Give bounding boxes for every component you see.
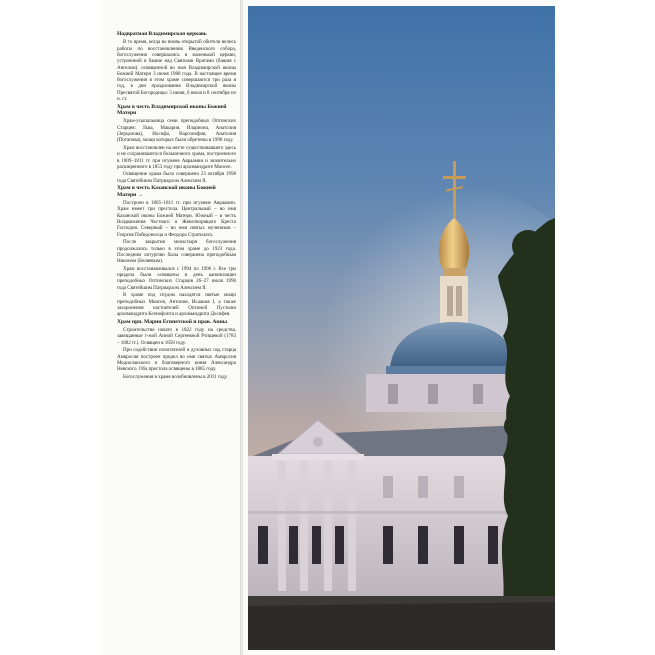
section-paragraph: После закрытия монастыря богослужения продолжались только в этом храме до 1923 года. Последним литургию была совершена преподобным Никоном (Беляевым). — [117, 239, 236, 265]
church-photograph — [248, 6, 555, 650]
section-paragraph: Строительство начато в 1822 году на средства, завещанные г-жой Анной Сергеевной Ртищевой (1783 – 1882 гг.). Освящен в 1858 году. — [117, 327, 236, 346]
text-column — [117, 31, 236, 646]
page-gutter — [240, 0, 243, 655]
section-heading: Храм прп. Марии Египетской и прав. Анны — [117, 318, 228, 325]
section-paragraph: Храм восстановлен на месте существовавшего здесь и не сохранившегося больничного храма, построенного в 1809–1811 гг. при игумене Авраамии и значительно расширенного в 1853 году при архимандрите Моисее. — [117, 144, 236, 170]
gold-dome — [439, 218, 469, 324]
section-paragraph: При содействии почитателей и духовных чад старца Амвросия построен придел во имя святых Амвросия Медиоланского и благоверного князя Александра Невского. Оба престола освящены в 1885 году. — [117, 347, 236, 373]
section-paragraph: Храм-усыпальница семи преподобных Оптинских Старцев: Льва, Макария, Илариона, Анатолия (Зерцалова), Иосифа, Варсонофия, Анатолия (Потапова), мощи которых были обретены в 1998 году. — [117, 118, 236, 144]
section-paragraph: Богослужения в храме возобновлены в 2011 году. — [123, 373, 228, 380]
section-paragraph: Освящение храма было совершено 23 октября 1998 года Святейшим Патриархом Алексием II. — [117, 171, 236, 184]
pediment-window — [313, 437, 323, 447]
section-paragraph: Построен в 1805–1811 гг. при игумене Авраамии. Храм имеет три престола. Центральный – во имя Казанской иконы Божией Матери. Южный – в честь Воздвижения Честнаго и Животворящаго Креста Господня. Северный – во имя святых мучеников – Георгия Победоносца и Феодора Стратилата. — [117, 200, 236, 238]
section-heading: Надвратная Владимирская церковь — [117, 31, 207, 37]
section-heading: Храм в честь Казанской иконы Божией Матери → — [117, 185, 216, 198]
section-paragraph: В то время, когда во вновь открытой обители велись работы по восстановлению Введенского собора, богослужения совершались в маленькой церкви, устроенной в башне над Святыми Вратами (башня с Ангелом), освященной во имя Владимирской иконы Божией Матери 3 июня 1988 года. В настоящее время богослужения в этом храме совершаются три раза в год, в дни празднования Владимирской иконы Пресвятой Богородицы: 3 июня, 6 июля и 8 сентября по н. ст. — [117, 39, 236, 103]
section-mary-of-egypt-church — [117, 319, 236, 380]
section-vladimir-icon-church — [117, 104, 236, 184]
section-paragraph: В храме под спудом находятся святые мощи преподобных Моисея, Антония, Исаакия I, а также захоронения настоятелей Оптиной Пустыни архимандрита Ксенофонта и архимандрита Досифея. — [117, 292, 236, 318]
section-kazan-icon-church — [117, 185, 236, 317]
section-vladimir-gate-church — [117, 31, 236, 102]
tree — [498, 218, 555, 606]
fence-shadow — [248, 602, 555, 650]
section-paragraph: Храм восстанавливался с 1994 по 1996 г. Все три придела были освящены в день канонизации преподобных Оптинских Старцев 26–27 июля 1996 года Святейшим Патриархом Алексием II. — [117, 265, 236, 291]
section-heading: Храм в честь Владимирской иконы Божией Матери — [117, 103, 227, 117]
